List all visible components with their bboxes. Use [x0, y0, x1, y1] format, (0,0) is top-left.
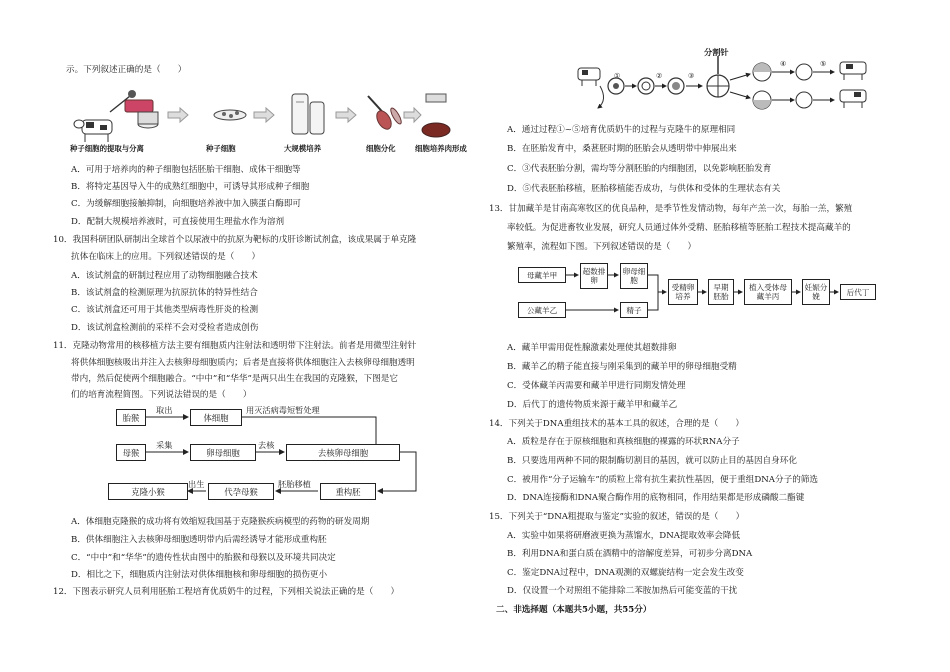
q14-stem: 14．下列关于DNA重组技术的基本工具的叙述，合理的是（ ）	[489, 419, 744, 429]
flow-box-sperm: 精子	[620, 302, 648, 318]
q11-stem-2: 将供体细胞核吸出并注入去核卵母细胞质内；后者是直接将供体细胞注入去核卵母细胞透明	[71, 358, 415, 368]
section-heading-nonchoice: 二、非选择题（本题共5小题，共55分）	[496, 605, 652, 615]
q11-stem-1: 11．克隆动物常用的核移植方法主要有细胞质内注射法和透明带下注射法。前者是用微型注射针	[53, 341, 417, 351]
q12-option-a: A．通过过程①~⑤培育优质奶牛的过程与克隆牛的原理相同	[507, 125, 736, 135]
arrow-label-collect: 采集	[156, 440, 173, 450]
q9-intro: 示。下列叙述正确的是（ ）	[66, 65, 187, 75]
q9-figure	[70, 82, 467, 153]
donor-cow-illustration	[578, 68, 600, 86]
step-label: ③	[688, 72, 695, 80]
q11-stem-3: 带内，然后促使两个细胞融合。“中中”和“华华”是两只出生在我国的克隆猴，下图是它	[71, 374, 398, 384]
q11-option-a: A．体细胞克隆猴的成功将有效缩短我国基于克隆猴疾病模型的药物的研发周期	[71, 517, 370, 527]
step-label: ④	[780, 60, 787, 68]
flow-box-cloned-monkey: 克隆小猴	[108, 483, 188, 500]
q11-option-c: C．“中中”和“华华”的遗传性状由图中的胎猴和母猴以及环境共同决定	[71, 553, 336, 563]
arrow-icon	[168, 108, 188, 122]
q12-figure	[578, 47, 898, 114]
flow-box-enucleated-oocyte: 去核卵母细胞	[286, 444, 400, 461]
flow-box-ewe-jia: 母藏羊甲	[518, 267, 566, 283]
q14-option-b: B．只要选用两种不同的限制酶切割目的基因，就可以防止目的基因自身环化	[507, 456, 797, 466]
q10-option-a: A．该试剂盒的研制过程应用了动物细胞融合技术	[71, 271, 258, 281]
recipient-cow-illustration	[840, 62, 866, 108]
q10-stem-2: 抗体在临床上的应用。下列叙述错误的是（ ）	[71, 252, 261, 262]
step-label: ⑤	[820, 60, 827, 68]
flow-box-reconstructed-embryo: 重构胚	[320, 483, 376, 500]
q10-option-c: C．该试剂盒还可用于其他类型病毒性肝炎的检测	[71, 305, 259, 315]
arrow-icon	[404, 108, 421, 122]
q13-flowchart	[518, 262, 878, 320]
q12-option-c: C．③代表胚胎分割，需均等分割胚胎的内细胞团，以免影响胚胎发育	[507, 164, 772, 174]
flow-box-early-embryo: 早期胚胎	[708, 279, 734, 305]
step-label: ②	[656, 72, 663, 80]
tissue-extraction-illustration	[125, 100, 158, 128]
fig9-label: 种子细胞的提取与分离	[70, 144, 144, 153]
q9-option-b: B．将特定基因导入牛的成熟红细胞中，可诱导其形成种子细胞	[71, 182, 310, 192]
bioreactor-illustration	[292, 94, 324, 134]
q15-option-d: D．仅设置一个对照组不能排除二苯胺加热后可能变蓝的干扰	[507, 586, 738, 596]
flow-box-somatic-cell: 体细胞	[190, 409, 242, 426]
q10-option-b: B．该试剂盒的检测原理为抗原抗体的特异性结合	[71, 288, 258, 298]
flow-box-superovulation: 超数排卵	[580, 263, 608, 289]
fig9-label: 种子细胞	[206, 144, 236, 153]
q10-option-d: D．该试剂盒检测前的采样不会对受检者造成创伤	[71, 323, 259, 333]
q12-figure-art	[578, 50, 898, 114]
flow-box-surrogate-mother: 代孕母猴	[208, 483, 274, 500]
q9-option-d: D．配制大规模培养液时，可直接使用生理盐水作为溶剂	[71, 217, 285, 227]
q13-option-b: B．藏羊乙的精子能直接与刚采集到的藏羊甲的卵母细胞受精	[507, 362, 737, 372]
flow-box-offspring-ding: 后代丁	[840, 284, 876, 300]
q15-option-a: A．实验中如果将研磨液更换为蒸馏水，DNA提取效率会降低	[507, 531, 741, 541]
cow-illustration	[74, 90, 136, 142]
q13-option-c: C．受体藏羊丙需要和藏羊甲进行同期发情处理	[507, 381, 686, 391]
q12-option-d: D．⑤代表胚胎移植，胚胎移植能否成功，与供体和受体的生理状态有关	[507, 184, 781, 194]
flow-box-oocyte: 卵母细胞	[190, 444, 256, 461]
flow-box-implant-recipient: 植入受体母藏羊丙	[744, 279, 792, 305]
arrow-icon	[254, 108, 274, 122]
fig9-label: 细胞培养肉形成	[415, 144, 467, 153]
split-needle-label: 分割针	[704, 47, 729, 57]
cultured-meat-illustration	[422, 94, 450, 137]
arrow-label-enucleate: 去核	[258, 440, 275, 450]
q11-option-d: D．相比之下，细胞质内注射法对供体细胞核和卵母细胞的损伤更小	[71, 570, 328, 580]
arrow-label-inactivated-virus: 用灭活病毒短暂处理	[246, 405, 320, 415]
flow-box-mother-monkey: 母猴	[116, 444, 146, 461]
fig9-label: 大规模培养	[284, 144, 321, 153]
q11-flowchart	[62, 400, 482, 510]
flow-box-oocyte: 卵母细胞	[620, 263, 648, 289]
arrow-label-embryo-transfer: 胚胎移植	[278, 479, 311, 489]
q15-option-c: C．鉴定DNA过程中，DNA观测的双螺旋结构一定会发生改变	[507, 568, 744, 578]
q9-option-a: A．可用于培养肉的种子细胞包括胚胎干细胞、成体干细胞等	[71, 165, 301, 175]
q15-option-b: B．利用DNA和蛋白质在酒精中的溶解度差异，可初步分离DNA	[507, 549, 753, 559]
q15-stem: 15．下列关于“DNA粗提取与鉴定”实验的叙述，错误的是（ ）	[489, 512, 745, 522]
arrow-label-extract: 取出	[156, 405, 173, 415]
arrow-label-birth: 出生	[188, 479, 205, 489]
q12-stem: 12．下图表示研究人员利用胚胎工程培育优质奶牛的过程，下列相关说法正确的是（ ）	[53, 587, 400, 597]
q14-option-a: A．质粒是存在于原核细胞和真核细胞的裸露的环状RNA分子	[507, 437, 740, 447]
q13-stem-1: 13．甘加藏羊是甘南高寒牧区的优良品种，是季节性发情动物，每年产羔一次，每胎一羔，繁殖	[489, 204, 853, 214]
q11-option-b: B．供体细胞注入去核卵母细胞透明带内后需经诱导才能形成重构胚	[71, 535, 327, 545]
flow-box-pregnancy-delivery: 妊娠分娩	[802, 279, 830, 305]
flow-box-fetal-monkey: 胎猴	[116, 409, 146, 426]
q12-option-b: B．在胚胎发育中，桑葚胚时期的胚胎会从透明带中伸展出来	[507, 144, 737, 154]
step-label: ①	[614, 72, 621, 80]
q14-option-d: D．DNA连接酶和DNA聚合酶作用的底物相同，作用结果都是形成磷酸二酯键	[507, 493, 805, 503]
flow-box-ram-yi: 公藏羊乙	[518, 302, 566, 318]
q13-option-a: A．藏羊甲需用促性腺激素处理使其超数排卵	[507, 343, 677, 353]
cell-differentiation-illustration	[368, 96, 403, 132]
fig9-label: 细胞分化	[366, 144, 396, 153]
q13-stem-2: 率较低。为促进畜牧业发展，研究人员通过体外受精、胚胎移植等胚胎工程技术提高藏羊的	[507, 223, 851, 233]
q11-stem-4: 们的培育流程简图。下列说法错误的是（ ）	[71, 390, 252, 400]
flow-box-zygote-culture: 受精卵培养	[668, 279, 698, 305]
q13-stem-3: 繁殖率，流程如下图。下列叙述错误的是（ ）	[507, 242, 697, 252]
q14-option-c: C．被用作“分子运输车”的质粒上常有抗生素抗性基因，便于重组DNA分子的筛选	[507, 475, 818, 485]
q9-option-c: C．为缓解细胞接触抑制，向细胞培养液中加入胰蛋白酶即可	[71, 199, 302, 209]
seed-cells-illustration	[214, 110, 246, 120]
q10-stem-1: 10．我国科研团队研制出全球首个以尿液中的抗原为靶标的戊肝诊断试剂盒，该成果属于单克隆	[53, 235, 417, 245]
q13-option-d: D．后代丁的遗传物质来源于藏羊甲和藏羊乙	[507, 400, 678, 410]
arrow-icon	[336, 108, 356, 122]
